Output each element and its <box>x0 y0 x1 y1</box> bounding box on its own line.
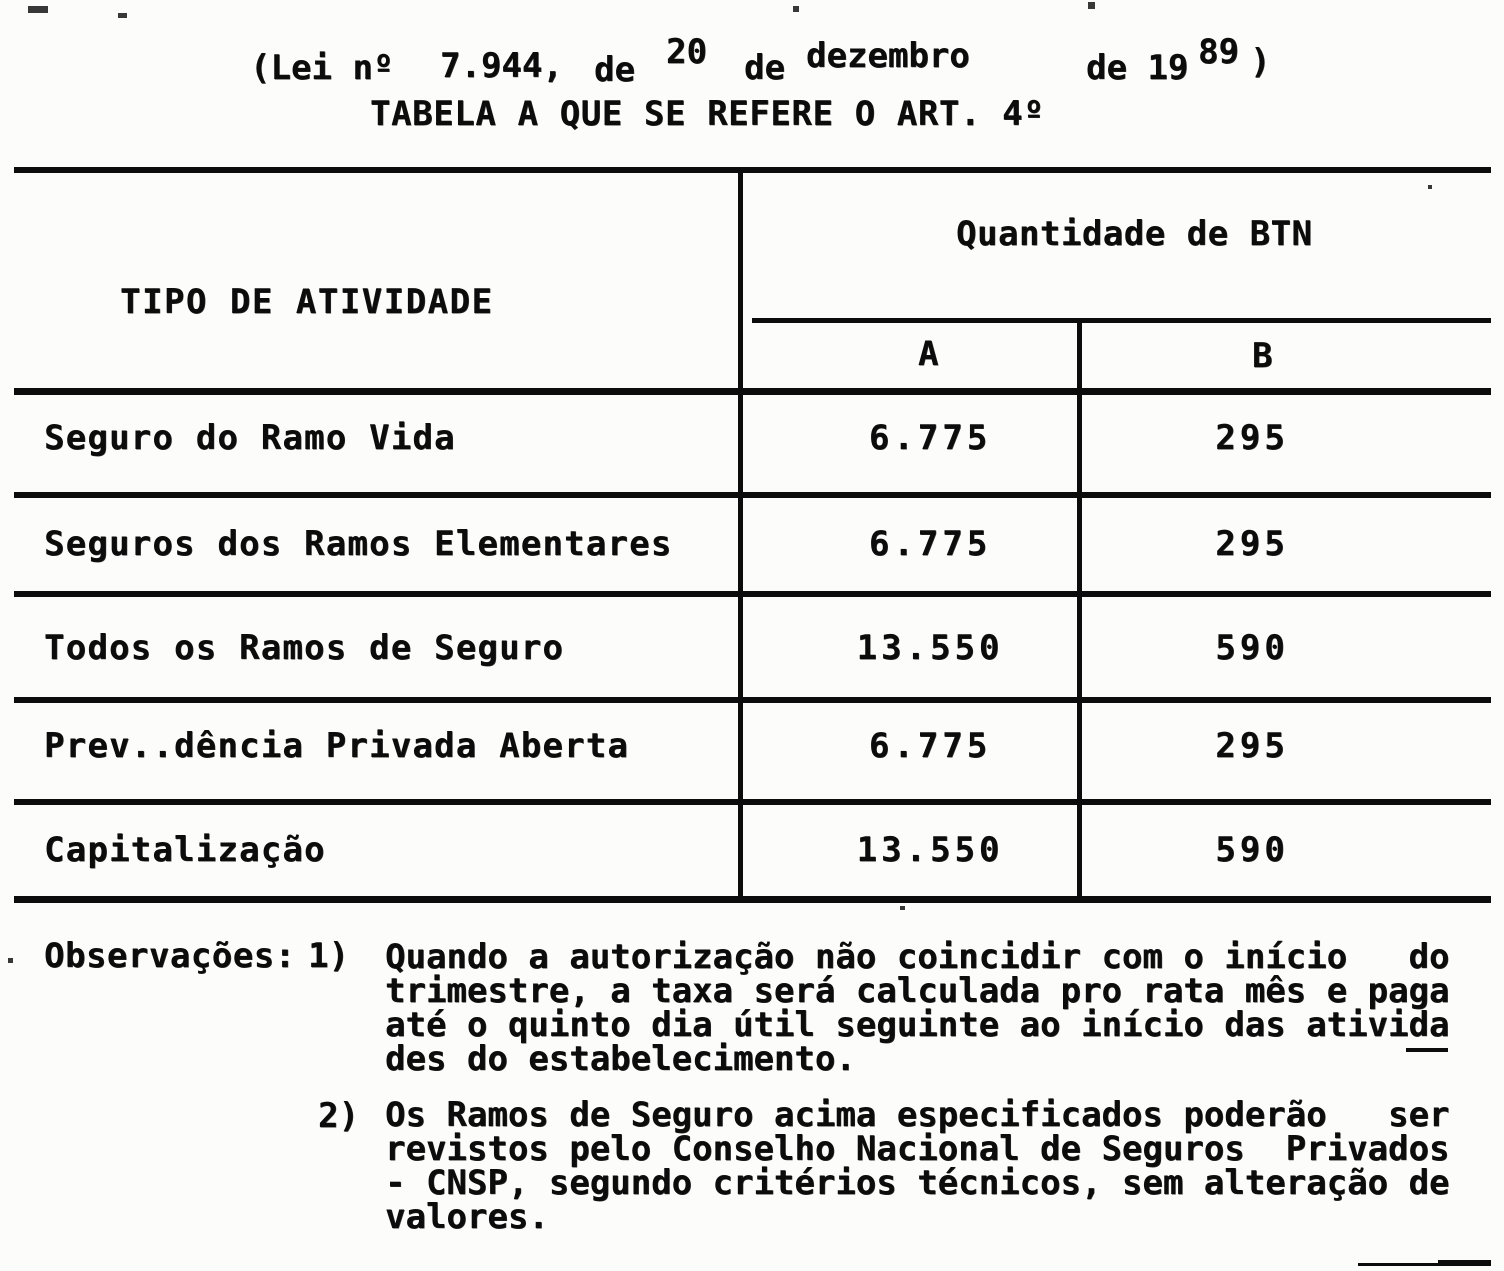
column-b-header: B <box>1252 336 1273 376</box>
hyphenation-underline <box>1406 1048 1448 1052</box>
law-reference-close-paren: ) <box>1250 42 1271 82</box>
column-a-header: A <box>918 334 939 374</box>
observation-line: valores. <box>385 1197 549 1237</box>
law-reference-de-19: de 19 <box>1086 48 1189 88</box>
btn-quantity-header: Quantidade de BTN <box>956 214 1313 254</box>
value-a: 6.775 <box>868 524 992 564</box>
activity-label: Capitalização <box>44 830 326 870</box>
row-separator <box>14 492 1491 498</box>
table-title: TABELA A QUE SE REFERE O ART. 4º <box>370 94 1045 134</box>
scan-speckle <box>28 6 48 13</box>
observation-1-number: 1) <box>308 936 349 976</box>
law-day: 20 <box>666 32 707 72</box>
value-b: 295 <box>1215 524 1289 564</box>
value-b: 590 <box>1215 830 1289 870</box>
scan-speckle <box>1088 2 1095 9</box>
law-reference-prefix: (Lei nº <box>250 48 394 88</box>
scan-speckle <box>900 906 905 910</box>
law-reference-de: de <box>744 48 785 88</box>
observation-line: revistos pelo Conselho Nacional de Seguros Privados <box>385 1129 1450 1169</box>
activity-label: Prev..dência Privada Aberta <box>44 726 630 766</box>
observation-2-text <box>385 1095 1450 1237</box>
value-a: 13.550 <box>856 830 1004 870</box>
activity-label: Seguro do Ramo Vida <box>44 418 456 458</box>
law-reference-de: de <box>594 50 635 90</box>
value-b: 295 <box>1215 726 1289 766</box>
scan-speckle <box>1428 185 1432 189</box>
observation-line: - CNSP, segundo critérios técnicos, sem alteração de <box>385 1163 1450 1203</box>
law-year: 89 <box>1198 32 1239 72</box>
activity-column-header: TIPO DE ATIVIDADE <box>120 282 494 322</box>
row-separator <box>14 799 1491 805</box>
observation-2-number: 2) <box>318 1096 359 1136</box>
observation-line: des do estabelecimento. <box>385 1039 856 1079</box>
scan-artifact-line <box>1438 1260 1491 1266</box>
value-a: 6.775 <box>868 418 992 458</box>
activity-label: Todos os Ramos de Seguro <box>44 628 565 668</box>
observation-line: até o quinto dia útil seguinte ao início das ativida <box>385 1005 1450 1045</box>
scan-speckle <box>118 13 127 18</box>
observation-line: Quando a autorização não coincidir com o início do <box>385 937 1450 977</box>
scan-speckle <box>793 6 799 12</box>
observation-line: Os Ramos de Seguro acima especificados poderão ser <box>385 1095 1450 1135</box>
observation-1-text <box>385 937 1450 1079</box>
column-divider-a-b <box>1077 318 1082 903</box>
value-b: 295 <box>1215 418 1289 458</box>
row-separator <box>14 697 1491 703</box>
value-a: 6.775 <box>868 726 992 766</box>
row-separator <box>14 591 1491 597</box>
column-divider-main <box>738 167 743 903</box>
table-border-bottom <box>14 896 1491 903</box>
btn-subheader-rule <box>752 318 1491 323</box>
law-number: 7.944, <box>440 46 563 86</box>
table-border-top <box>14 167 1491 173</box>
observations-label: Observações: <box>44 936 296 976</box>
observation-line: trimestre, a taxa será calculada pro rata mês e paga <box>385 971 1450 1011</box>
value-a: 13.550 <box>856 628 1004 668</box>
law-month: dezembro <box>806 36 970 76</box>
scan-speckle <box>8 958 13 963</box>
table-header-rule <box>14 388 1491 395</box>
value-b: 590 <box>1215 628 1289 668</box>
activity-label: Seguros dos Ramos Elementares <box>44 524 673 564</box>
